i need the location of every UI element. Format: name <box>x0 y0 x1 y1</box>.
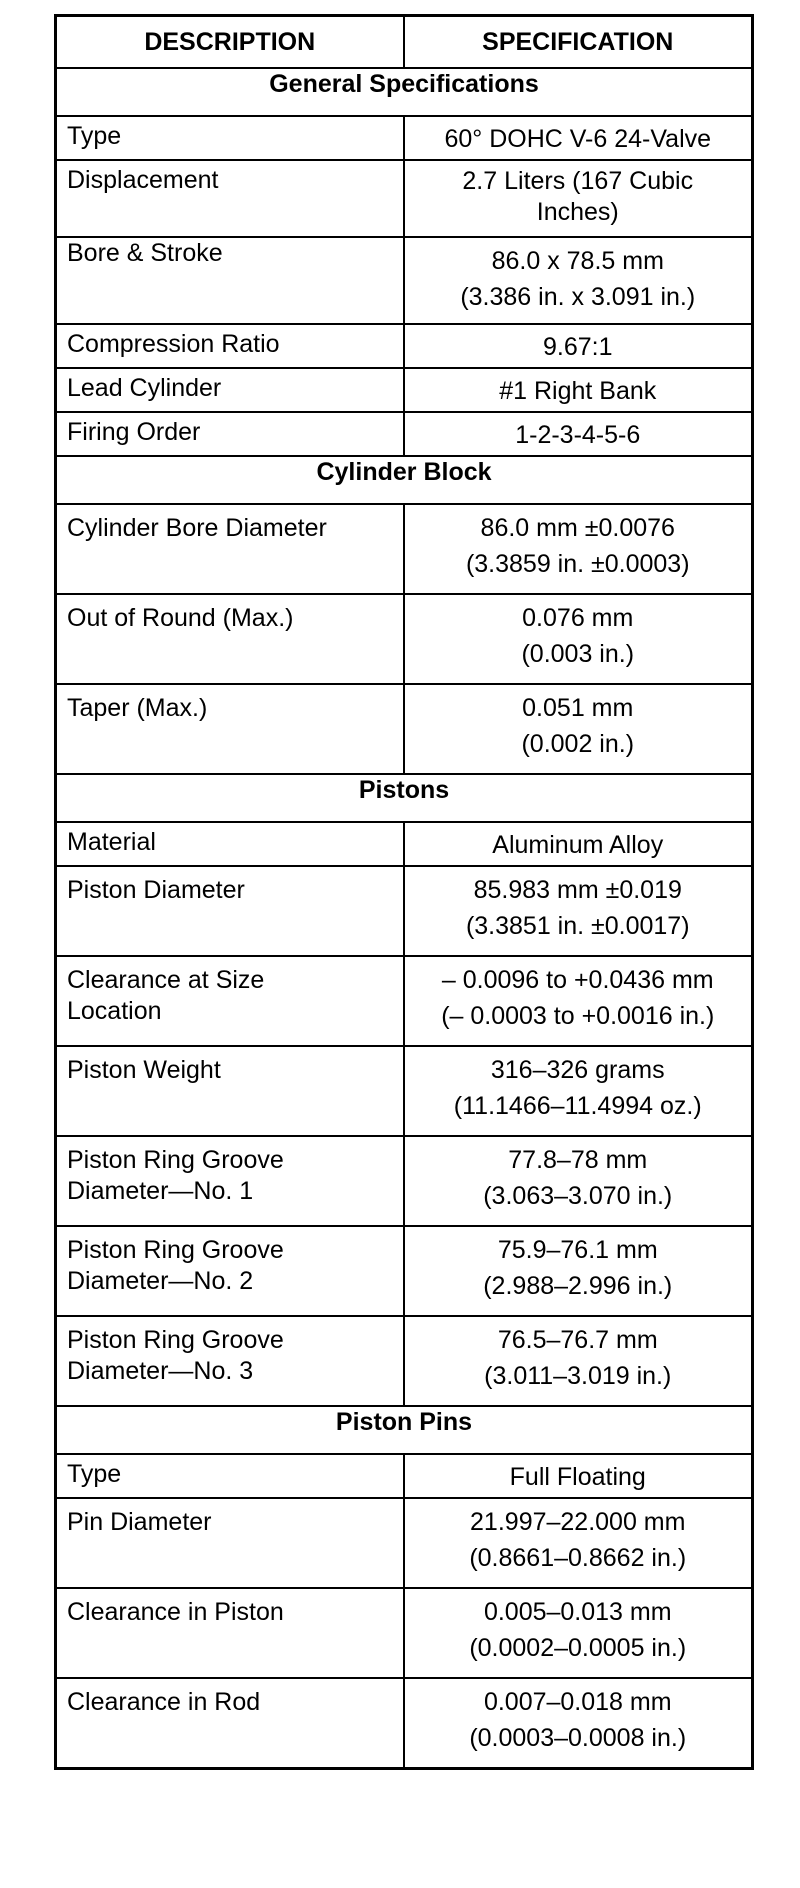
table-row <box>56 956 753 1046</box>
spec-line: 86.0 mm ±0.0076 <box>480 514 675 542</box>
desc-line: Clearance at Size <box>67 966 265 994</box>
row-description <box>56 1226 404 1316</box>
desc-line: Diameter—No. 2 <box>67 1267 254 1295</box>
section-header-pistons <box>56 774 753 822</box>
table-row <box>56 116 753 160</box>
table-row <box>56 866 753 956</box>
row-description: Material <box>56 822 404 866</box>
spec-line: Aluminum Alloy <box>492 831 664 859</box>
row-specification <box>404 1316 753 1406</box>
table-row <box>56 237 753 324</box>
row-description: Clearance in Piston <box>56 1588 404 1678</box>
row-description <box>56 1136 404 1226</box>
row-specification <box>404 866 753 956</box>
row-description: Clearance in Rod <box>56 1678 404 1769</box>
spec-line: (2.988–2.996 in.) <box>483 1272 673 1300</box>
spec-line: 75.9–76.1 mm <box>497 1236 658 1264</box>
row-specification <box>404 684 753 774</box>
desc-line: Location <box>67 997 162 1025</box>
desc-line: Piston Ring Groove <box>67 1146 284 1174</box>
desc-line: Piston Ring Groove <box>67 1326 284 1354</box>
row-specification <box>404 1588 753 1678</box>
table-row <box>56 684 753 774</box>
section-header-cylinder-block <box>56 456 753 504</box>
spec-line: #1 Right Bank <box>499 377 657 405</box>
table-row <box>56 1136 753 1226</box>
row-specification <box>404 822 753 866</box>
specification-header: SPECIFICATION <box>404 16 753 69</box>
row-specification <box>404 324 753 368</box>
row-description: Bore & Stroke <box>56 237 404 324</box>
row-description: Type <box>56 1454 404 1498</box>
spec-line: Full Floating <box>509 1463 646 1491</box>
spec-line: Inches) <box>536 198 619 226</box>
spec-line: (11.1466–11.4994 oz.) <box>453 1092 702 1120</box>
table-row <box>56 822 753 866</box>
description-header: DESCRIPTION <box>56 16 404 69</box>
row-description: Taper (Max.) <box>56 684 404 774</box>
row-description: Lead Cylinder <box>56 368 404 412</box>
spec-line: (3.3859 in. ±0.0003) <box>465 550 690 578</box>
spec-line: 60° DOHC V-6 24-Valve <box>444 125 712 153</box>
table-row <box>56 160 753 237</box>
desc-line: Diameter—No. 3 <box>67 1357 254 1385</box>
row-description: Pin Diameter <box>56 1498 404 1588</box>
row-description: Piston Diameter <box>56 866 404 956</box>
table-row <box>56 368 753 412</box>
spec-line: – 0.0096 to +0.0436 mm <box>441 966 714 994</box>
section-header-general <box>56 68 753 116</box>
section-title: General Specifications <box>56 68 753 116</box>
row-description: Cylinder Bore Diameter <box>56 504 404 594</box>
row-specification <box>404 116 753 160</box>
spec-line: 2.7 Liters (167 Cubic <box>462 167 694 195</box>
spec-line: 1-2-3-4-5-6 <box>515 421 641 449</box>
table-row <box>56 504 753 594</box>
spec-line: (0.002 in.) <box>521 730 635 758</box>
table-row <box>56 412 753 456</box>
spec-line: 9.67:1 <box>542 333 613 361</box>
table-row <box>56 1454 753 1498</box>
table-row <box>56 1226 753 1316</box>
section-header-piston-pins <box>56 1406 753 1454</box>
row-description: Out of Round (Max.) <box>56 594 404 684</box>
spec-line: 77.8–78 mm <box>508 1146 648 1174</box>
table-row <box>56 324 753 368</box>
spec-line: 0.007–0.018 mm <box>483 1688 672 1716</box>
row-specification <box>404 594 753 684</box>
header-row <box>56 16 753 69</box>
row-specification <box>404 1046 753 1136</box>
table-row <box>56 1498 753 1588</box>
section-title: Piston Pins <box>56 1406 753 1454</box>
spec-line: 0.005–0.013 mm <box>483 1598 672 1626</box>
row-specification <box>404 160 753 237</box>
row-specification <box>404 504 753 594</box>
spec-line: 316–326 grams <box>490 1056 665 1084</box>
desc-line: Diameter—No. 1 <box>67 1177 254 1205</box>
row-description <box>56 956 404 1046</box>
spec-line: (3.3851 in. ±0.0017) <box>465 912 690 940</box>
spec-line: 85.983 mm ±0.019 <box>473 876 682 904</box>
section-title: Pistons <box>56 774 753 822</box>
row-specification <box>404 412 753 456</box>
row-description: Displacement <box>56 160 404 237</box>
spec-line: (3.011–3.019 in.) <box>484 1362 672 1390</box>
row-description <box>56 1316 404 1406</box>
table-row <box>56 1316 753 1406</box>
row-description: Firing Order <box>56 412 404 456</box>
spec-line: (0.003 in.) <box>521 640 635 668</box>
spec-line: (0.0003–0.0008 in.) <box>469 1724 687 1752</box>
desc-line: Piston Ring Groove <box>67 1236 284 1264</box>
row-specification <box>404 956 753 1046</box>
spec-line: (0.0002–0.0005 in.) <box>469 1634 687 1662</box>
spec-line: (– 0.0003 to +0.0016 in.) <box>441 1002 715 1030</box>
spec-line: 0.051 mm <box>522 694 634 722</box>
spec-line: 86.0 x 78.5 mm <box>491 247 664 275</box>
row-specification <box>404 237 753 324</box>
table-row <box>56 1588 753 1678</box>
spec-line: (3.063–3.070 in.) <box>483 1182 673 1210</box>
row-description: Type <box>56 116 404 160</box>
row-specification <box>404 1678 753 1769</box>
row-specification <box>404 1226 753 1316</box>
row-description: Piston Weight <box>56 1046 404 1136</box>
row-description: Compression Ratio <box>56 324 404 368</box>
spec-line: (0.8661–0.8662 in.) <box>469 1544 687 1572</box>
section-title: Cylinder Block <box>56 456 753 504</box>
table-row <box>56 1678 753 1769</box>
row-specification <box>404 1136 753 1226</box>
spec-table <box>54 14 754 1770</box>
row-specification <box>404 1454 753 1498</box>
row-specification <box>404 368 753 412</box>
spec-line: 76.5–76.7 mm <box>497 1326 658 1354</box>
row-specification <box>404 1498 753 1588</box>
table-row <box>56 594 753 684</box>
spec-line: 0.076 mm <box>522 604 634 632</box>
spec-line: 21.997–22.000 mm <box>470 1508 686 1536</box>
table-row <box>56 1046 753 1136</box>
spec-line: (3.386 in. x 3.091 in.) <box>460 283 696 311</box>
